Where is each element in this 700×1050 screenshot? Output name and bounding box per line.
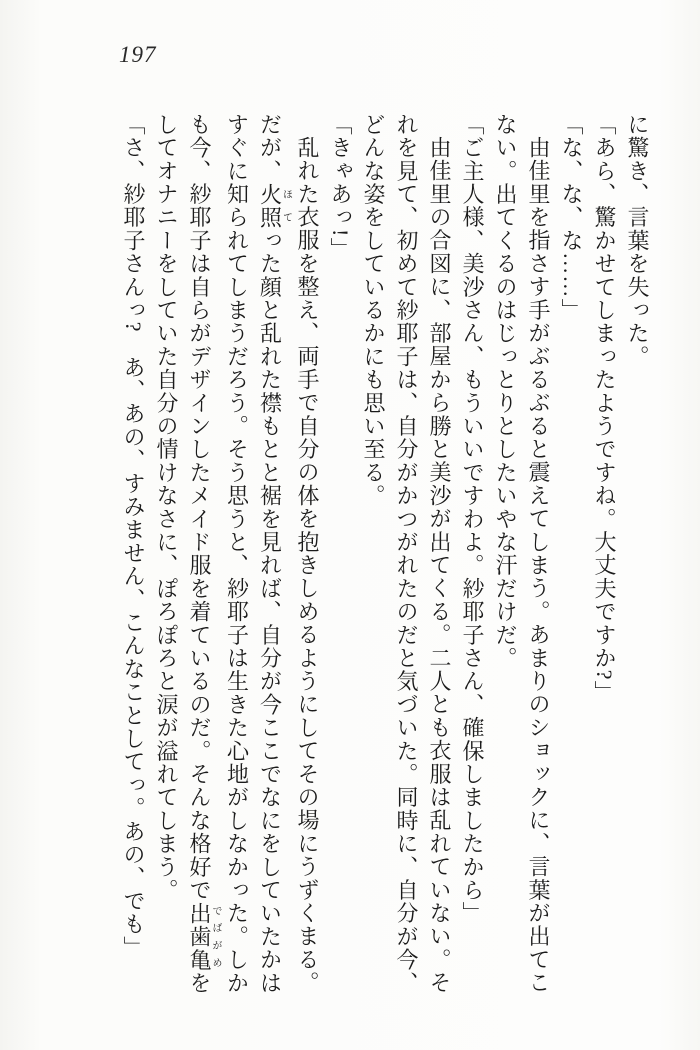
- text-column: だが、火照ほてった顔と乱れた襟もとと裾を見れば、自分が今ここでなにをしていたかは: [257, 113, 292, 995]
- text-column: すぐに知られてしまうだろう。そう思うと、紗耶子は生きた心地がしなかった。しか: [224, 113, 250, 995]
- text-column: 乱れた衣服を整え、両手で自分の体を抱きしめるようにしてその場にうずくまる。: [295, 136, 320, 995]
- text-column: してオナニーをしていた自分の情けなさに、ぽろぽろと涙が溢れてしまう。: [154, 113, 179, 902]
- text-column: も今、紗耶子は自らがデザインしたメイド服を着ているのだ。そんな格好で出歯亀でばがめを: [187, 113, 221, 995]
- text-column: 「きゃあっ!」: [328, 113, 353, 261]
- text-column: 「ご主人様、美沙さん、もういいですわよ。紗耶子さん、確保しましたから」: [460, 113, 485, 925]
- text-column: どんな姿をしているかにも思い至る。: [361, 113, 386, 508]
- furigana-annotated-word: 出歯亀でばがめ: [187, 901, 221, 972]
- text-column: 「さ、紗耶子さんっ? あ、あの、すみません、こんなことしてっ。あの、でも」: [121, 113, 146, 960]
- text-column: ない。出てくるのはじっとりとしたいやな汗だけだ。: [493, 113, 518, 670]
- page-number: 197: [119, 42, 157, 67]
- text-block: [117, 113, 654, 1009]
- text-column: れを見て、初めて紗耶子は、自分がかつがれたのだと気づいた。同時に、自分が今、: [394, 113, 419, 995]
- text-column: に驚き、言葉を失った。: [625, 113, 650, 369]
- text-column: 由佳里を指さす手がぶるぶると震えてしまう。あまりのショックに、言葉が出てこ: [526, 136, 551, 995]
- text-column: 由佳里の合図に、部屋から勝と美沙が出てくる。二人とも衣服は乱れていない。そ: [427, 136, 452, 995]
- text-column: 「な、な、な……」: [559, 113, 584, 322]
- furigana-annotated-word: 火照ほて: [257, 182, 292, 230]
- text-column: 「あら、驚かせてしまったようですね。大丈夫ですか?」: [592, 113, 617, 704]
